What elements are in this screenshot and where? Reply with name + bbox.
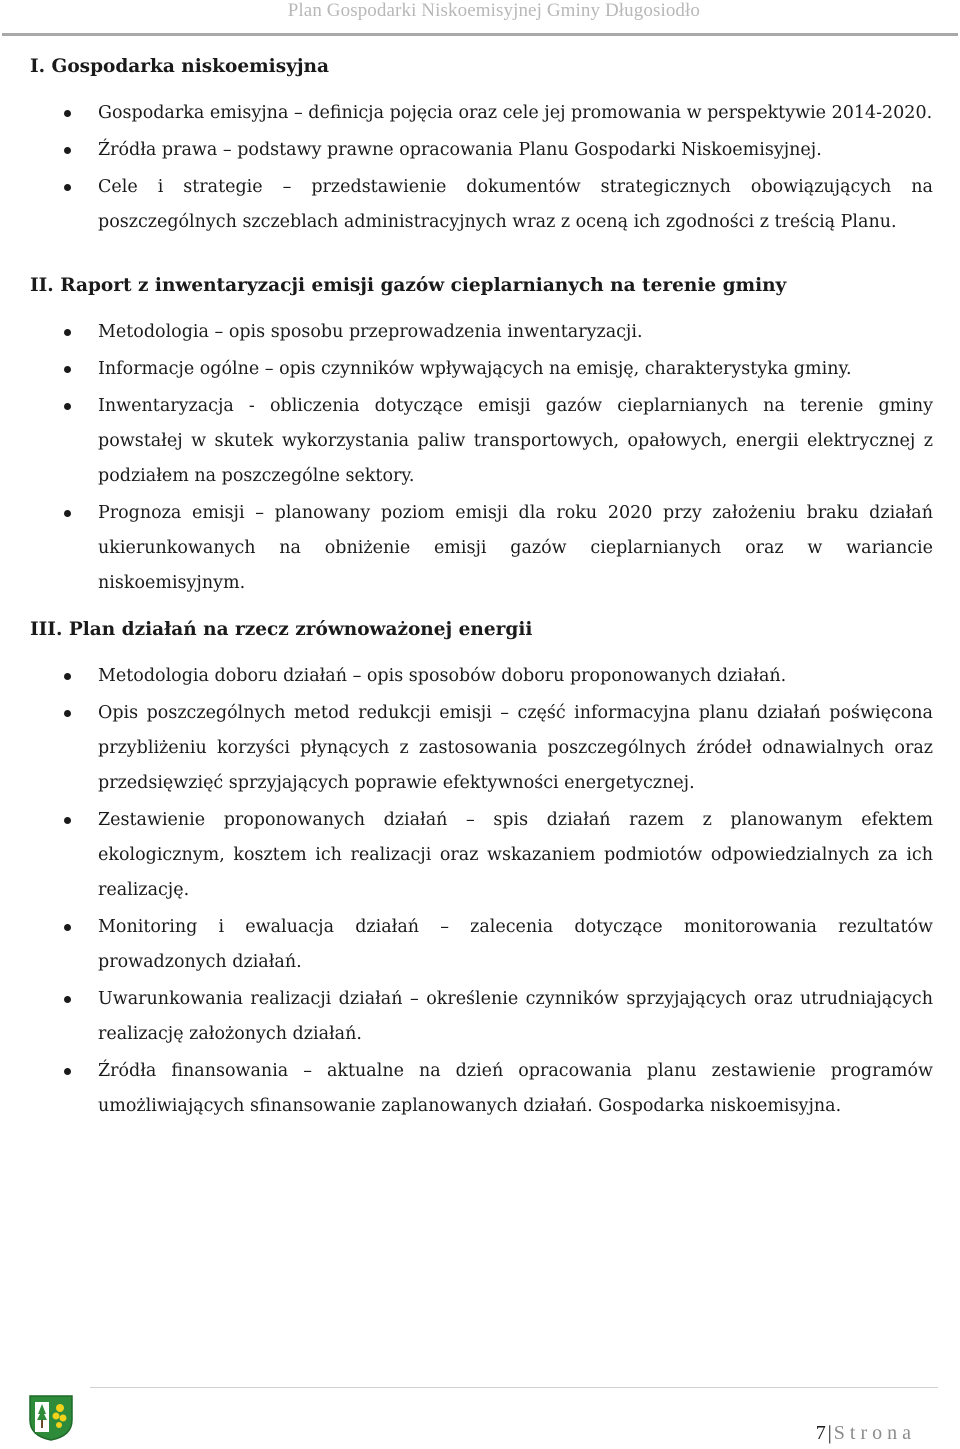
list-item: Monitoring i ewaluacja działań – zalecenia dotyczące monitorowania rezultatów prowadzonych działań. (30, 910, 933, 980)
running-header-title: Plan Gospodarki Niskoemisyjnej Gminy Długosiodło (287, 0, 700, 21)
header-divider (2, 33, 958, 36)
list-item: Inwentaryzacja - obliczenia dotyczące emisji gazów cieplarnianych na terenie gminy powstałej w skutek wykorzystania paliw transportowych, opałowych, energii elektrycznej z podziałem na poszczególne sektory. (30, 389, 933, 494)
page-number-value: 7 (815, 1422, 826, 1444)
list-item: Metodologia doboru działań – opis sposobów doboru proponowanych działań. (30, 659, 933, 694)
page-number-separator: | (827, 1422, 832, 1444)
document-body (30, 52, 933, 1124)
section-heading-2: II. Raport z inwentaryzacji emisji gazów cieplarnianych na terenie gminy (30, 275, 787, 296)
section-heading-1: I. Gospodarka niskoemisyjna (30, 56, 329, 77)
list-item: Zestawienie proponowanych działań – spis działań razem z planowanym efektem ekologicznym, kosztem ich realizacji oraz wskazaniem podmiotów odpowiedzialnych za ich realizację. (30, 803, 933, 908)
page-word: Strona (833, 1422, 916, 1444)
list-item: Gospodarka emisyjna – definicja pojęcia oraz cele jej promowania w perspektywie 2014-2020. (30, 96, 933, 131)
list-item: Cele i strategie – przedstawienie dokumentów strategicznych obowiązujących na poszczególnych szczeblach administracyjnych wraz z oceną ich zgodności z treścią Planu. (30, 170, 933, 240)
section-2-list (30, 315, 933, 601)
list-item: Opis poszczególnych metod redukcji emisji – część informacyjna planu działań poświęcona przybliżeniu korzyści płynących z zastosowania poszczególnych źródeł odnawialnych oraz przedsięwzięć sprzyjających poprawie efektywności energetycznej. (30, 696, 933, 801)
list-item: Źródła finansowania – aktualne na dzień opracowania planu zestawienie programów umożliwiających sfinansowanie zaplanowanych działań. Gospodarka niskoemisyjna. (30, 1054, 933, 1124)
list-item: Uwarunkowania realizacji działań – określenie czynników sprzyjających oraz utrudniających realizację założonych działań. (30, 982, 933, 1052)
section-1-list (30, 96, 933, 240)
section-heading-3: III. Plan działań na rzecz zrównoważonej energii (30, 619, 533, 640)
list-item: Metodologia – opis sposobu przeprowadzenia inwentaryzacji. (30, 315, 933, 350)
municipal-coat-of-arms-icon (26, 1392, 76, 1442)
footer-divider (90, 1387, 938, 1388)
page-number (816, 1422, 916, 1445)
list-item: Źródła prawa – podstawy prawne opracowania Planu Gospodarki Niskoemisyjnej. (30, 133, 933, 168)
list-item: Prognoza emisji – planowany poziom emisji dla roku 2020 przy założeniu braku działań ukierunkowanych na obniżenie emisji gazów cieplarnianych oraz w wariancie niskoemisyjnym. (30, 496, 933, 601)
list-item: Informacje ogólne – opis czynników wpływających na emisję, charakterystyka gminy. (30, 352, 933, 387)
section-3-list (30, 659, 933, 1124)
